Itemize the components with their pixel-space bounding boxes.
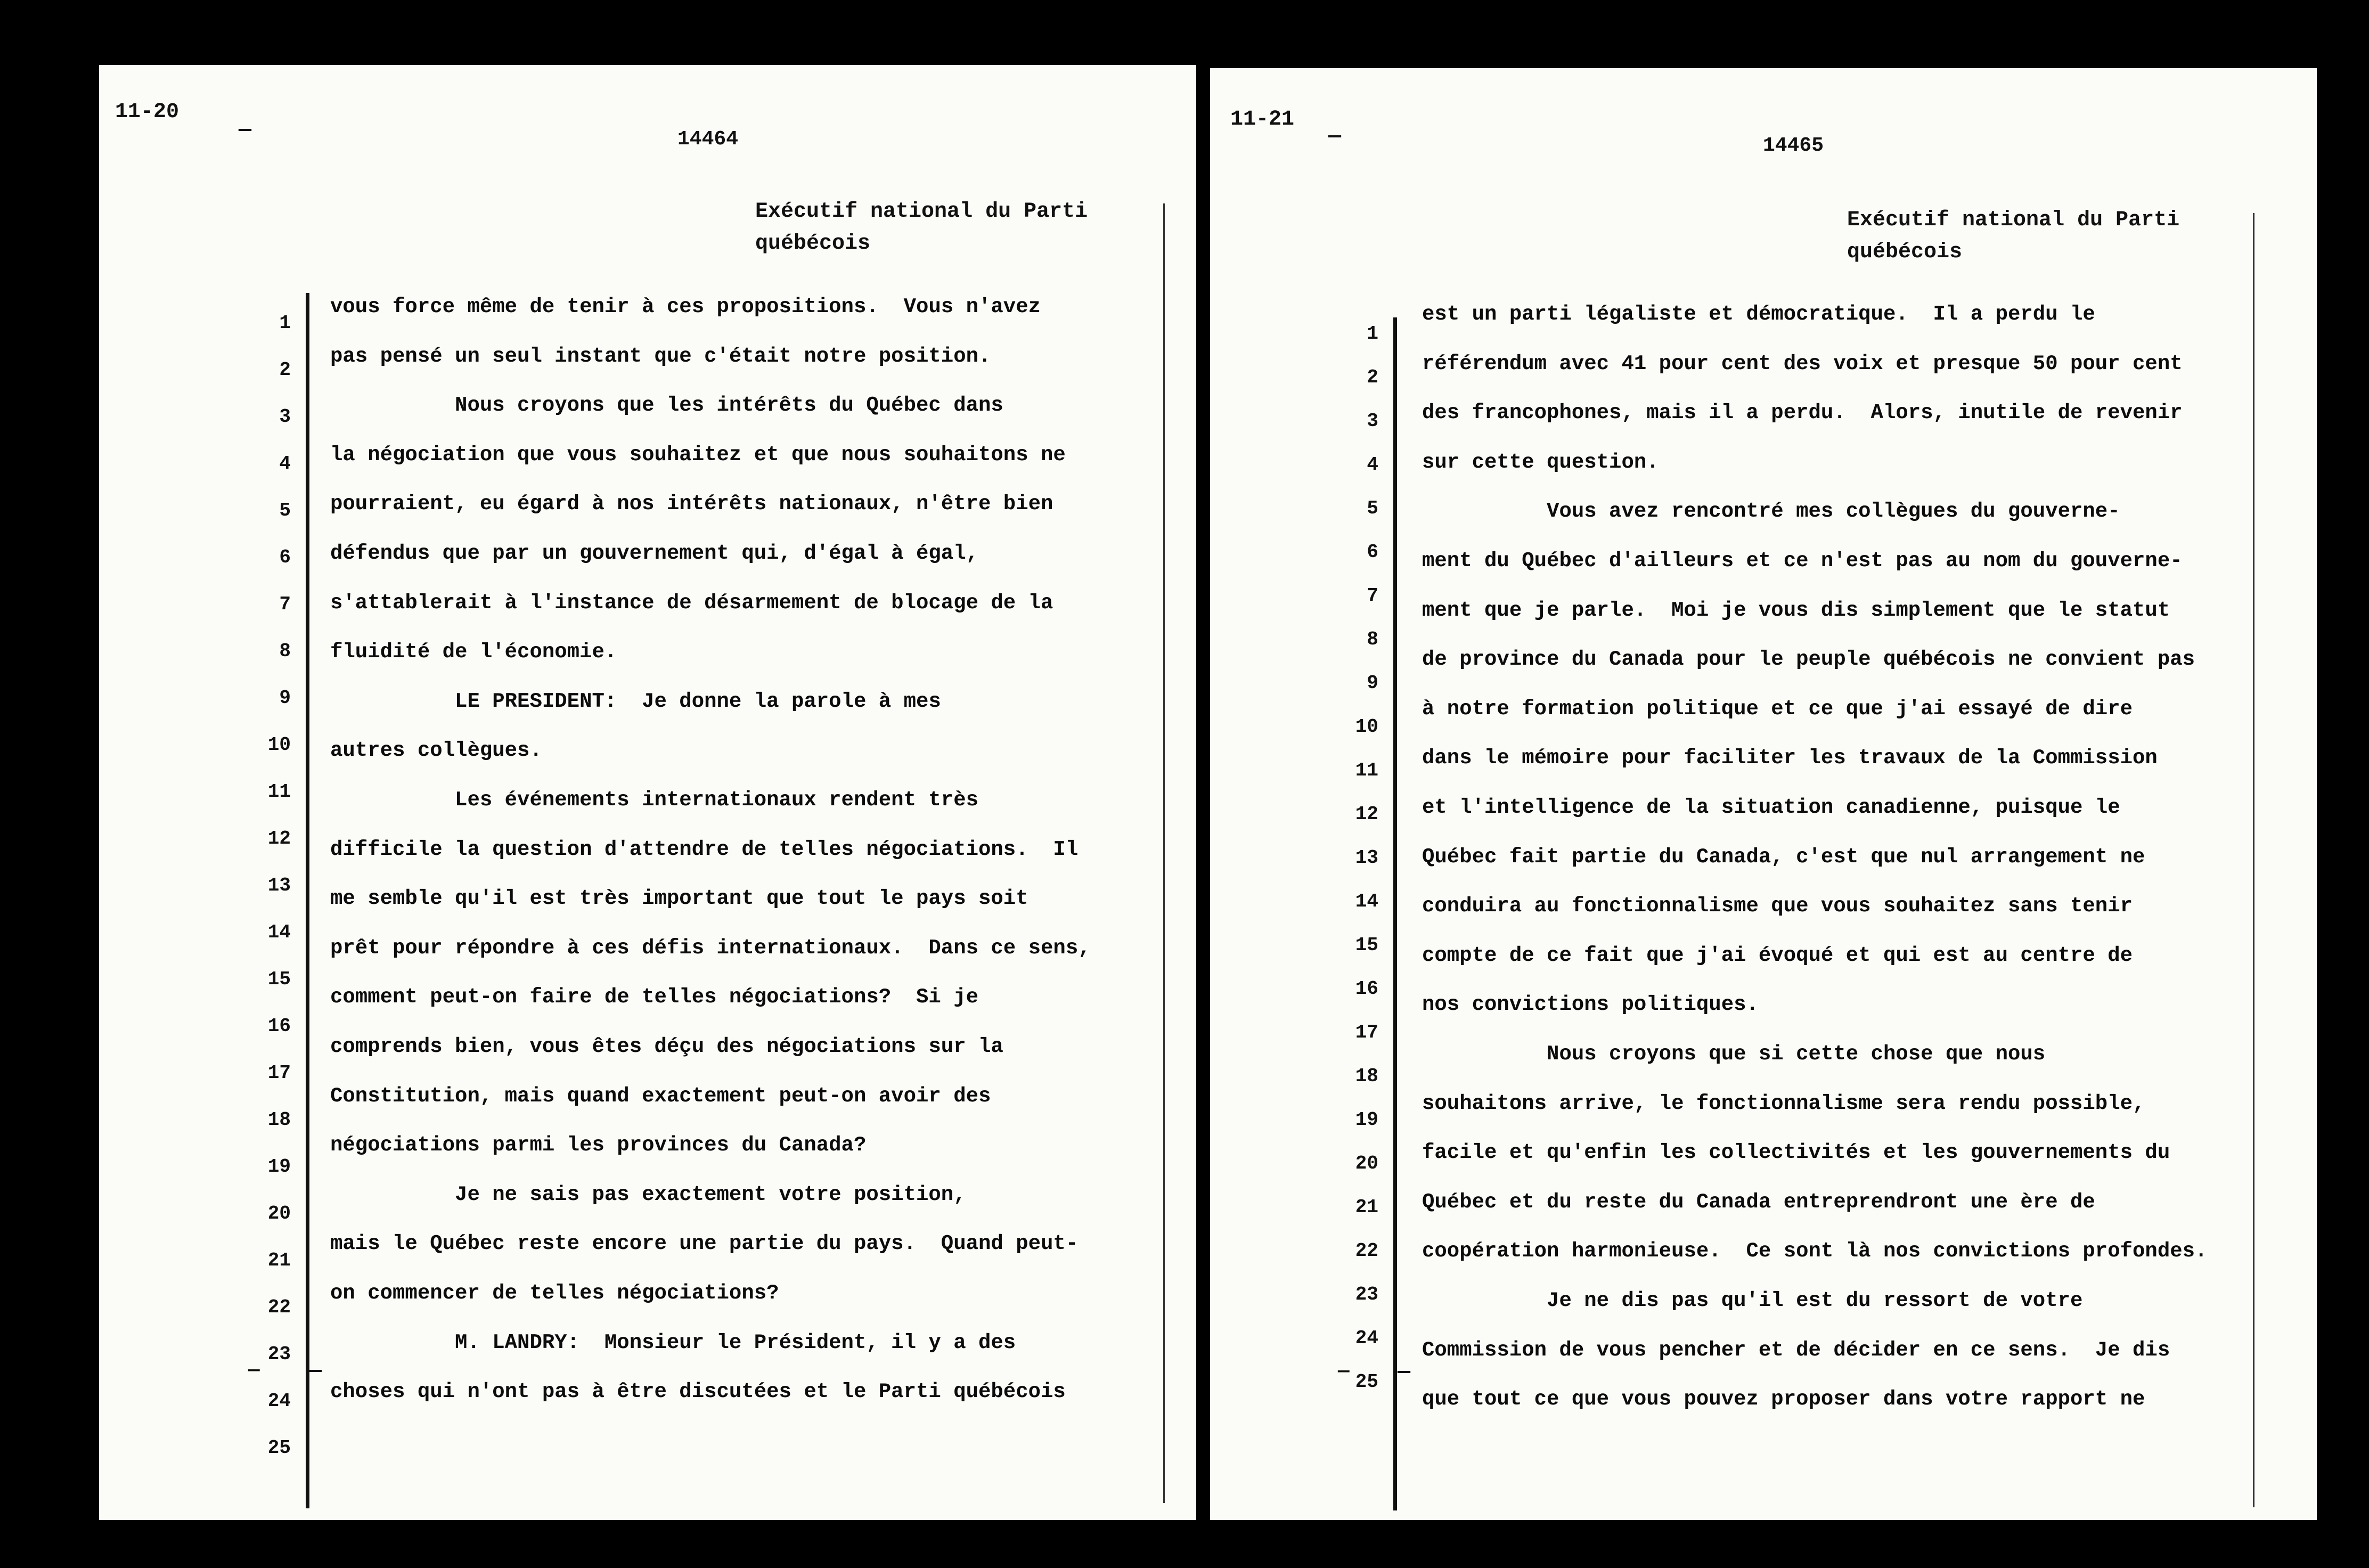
line-number: 7 <box>279 593 291 615</box>
line-number: 4 <box>1367 454 1378 476</box>
margin-dash: — <box>309 1359 322 1383</box>
line-number: 6 <box>1367 541 1378 563</box>
line-number: 24 <box>1355 1327 1378 1349</box>
margin-dash: — <box>248 1359 260 1381</box>
line-number: 10 <box>1355 716 1378 738</box>
line-number: 13 <box>267 875 291 896</box>
transcript-line: Québec fait partie du Canada, c'est que nul arrangement ne <box>1422 845 2145 869</box>
line-number: 19 <box>267 1156 291 1178</box>
line-number: 9 <box>1367 672 1378 694</box>
transcript-line: Je ne sais pas exactement votre position, <box>330 1182 966 1206</box>
transcript-line: des francophones, mais il a perdu. Alors, inutile de revenir <box>1422 401 2183 425</box>
line-number: 2 <box>279 359 291 381</box>
line-number: 17 <box>267 1062 291 1084</box>
transcript-line: s'attablerait à l'instance de désarmement de blocage de la <box>330 591 1053 615</box>
transcript-line: me semble qu'il est très important que tout le pays soit <box>330 887 1028 911</box>
transcript-line: dans le mémoire pour faciliter les travaux de la Commission <box>1422 746 2158 770</box>
transcript-line: à notre formation politique et ce que j'ai essayé de dire <box>1422 697 2133 721</box>
line-number: 3 <box>279 406 291 428</box>
line-number: 16 <box>1355 978 1378 1000</box>
transcript-line: de province du Canada pour le peuple québécois ne convient pas <box>1422 648 2195 672</box>
transcript-line: Les événements internationaux rendent très <box>330 788 978 812</box>
line-number: 18 <box>1355 1065 1378 1087</box>
line-number: 25 <box>1355 1371 1378 1393</box>
transcript-line: et l'intelligence de la situation canadienne, puisque le <box>1422 796 2120 819</box>
line-number: 19 <box>1355 1109 1378 1131</box>
line-number: 12 <box>267 828 291 850</box>
line-number: 11 <box>267 781 291 803</box>
left-margin-rule <box>306 293 309 1508</box>
margin-dash: — <box>1338 1360 1350 1382</box>
transcript-line: LE PRESIDENT: Je donne la parole à mes <box>330 689 941 713</box>
transcript-page-right <box>1210 68 2317 1520</box>
transcript-line: est un parti légaliste et démocratique. Il a perdu le <box>1422 303 2095 326</box>
line-number: 6 <box>279 546 291 568</box>
line-number: 23 <box>1355 1284 1378 1305</box>
transcript-line: la négociation que vous souhaitez et que nous souhaitons ne <box>330 443 1066 467</box>
transcript-line: Québec et du reste du Canada entreprendront une ère de <box>1422 1190 2095 1214</box>
transcript-line: autres collègues. <box>330 739 542 763</box>
page-number: 14464 <box>677 128 739 151</box>
line-number: 3 <box>1367 410 1378 432</box>
line-number: 9 <box>279 687 291 709</box>
line-number: 14 <box>267 921 291 943</box>
line-number: 24 <box>267 1390 291 1412</box>
line-number: 1 <box>279 312 291 334</box>
line-number: 23 <box>267 1343 291 1365</box>
line-number: 13 <box>1355 847 1378 869</box>
transcript-line: prêt pour répondre à ces défis internationaux. Dans ce sens, <box>330 936 1091 960</box>
line-number: 25 <box>267 1437 291 1459</box>
line-number: 5 <box>279 500 291 521</box>
right-margin-rule <box>2253 213 2254 1507</box>
line-number: 5 <box>1367 497 1378 519</box>
line-number: 8 <box>279 640 291 662</box>
line-number: 22 <box>267 1296 291 1318</box>
right-margin-rule <box>1163 203 1165 1503</box>
transcript-line: Nous croyons que si cette chose que nous <box>1422 1042 2046 1066</box>
speaker-header-line: québécois <box>1847 240 1963 264</box>
transcript-line: choses qui n'ont pas à être discutées et le Parti québécois <box>330 1380 1066 1404</box>
transcript-line: nos convictions politiques. <box>1422 993 1759 1017</box>
transcript-line: comprends bien, vous êtes déçu des négociations sur la <box>330 1035 1003 1058</box>
line-number: 14 <box>1355 891 1378 912</box>
transcript-line: que tout ce que vous pouvez proposer dans votre rapport ne <box>1422 1387 2145 1411</box>
line-number: 18 <box>267 1109 291 1131</box>
transcript-line: ment que je parle. Moi je vous dis simplement que le statut <box>1422 598 2170 622</box>
line-number: 15 <box>267 968 291 990</box>
transcript-page-left <box>99 65 1196 1520</box>
line-number: 21 <box>267 1250 291 1271</box>
transcript-line: négociations parmi les provinces du Canada? <box>330 1133 867 1157</box>
transcript-line: fluidité de l'économie. <box>330 640 617 664</box>
line-number: 2 <box>1367 366 1378 388</box>
transcript-line: Vous avez rencontré mes collègues du gouverne- <box>1422 500 2120 524</box>
transcript-line: Constitution, mais quand exactement peut-on avoir des <box>330 1084 991 1108</box>
transcript-line: pas pensé un seul instant que c'était notre position. <box>330 344 991 368</box>
line-number: 21 <box>1355 1196 1378 1218</box>
page-reference: 11-21 <box>1230 108 1295 132</box>
line-number: 7 <box>1367 585 1378 607</box>
speaker-header-line: Exécutif national du Parti <box>755 200 1088 224</box>
transcript-line: conduira au fonctionnalisme que vous souhaitez sans tenir <box>1422 894 2133 918</box>
line-number: 4 <box>279 453 291 475</box>
transcript-line: référendum avec 41 pour cent des voix et presque 50 pour cent <box>1422 352 2183 375</box>
line-number: 17 <box>1355 1022 1378 1043</box>
line-number: 10 <box>267 734 291 756</box>
transcript-line: Commission de vous pencher et de décider en ce sens. Je dis <box>1422 1338 2170 1362</box>
speaker-header <box>1847 205 2179 268</box>
line-number: 22 <box>1355 1240 1378 1262</box>
transcript-line: on commencer de telles négociations? <box>330 1281 779 1305</box>
line-number: 11 <box>1355 760 1378 781</box>
margin-dash: — <box>1398 1360 1411 1384</box>
transcript-line: difficile la question d'attendre de telles négociations. Il <box>330 837 1079 861</box>
transcript-line: M. LANDRY: Monsieur le Président, il y a des <box>330 1330 1016 1354</box>
transcript-line: comment peut-on faire de telles négociations? Si je <box>330 985 978 1009</box>
speaker-header-line: Exécutif national du Parti <box>1847 208 2180 232</box>
line-number: 15 <box>1355 934 1378 956</box>
transcript-line: facile et qu'enfin les collectivités et les gouvernements du <box>1422 1141 2170 1165</box>
line-number: 12 <box>1355 803 1378 825</box>
transcript-line: compte de ce fait que j'ai évoqué et qui est au centre de <box>1422 943 2133 967</box>
transcript-line: souhaitons arrive, le fonctionnalisme sera rendu possible, <box>1422 1091 2145 1115</box>
speaker-header <box>755 196 1088 260</box>
margin-dash: — <box>1328 125 1342 149</box>
page-reference: 11-20 <box>115 100 179 124</box>
line-number: 8 <box>1367 628 1378 650</box>
transcript-line: défendus que par un gouvernement qui, d'égal à égal, <box>330 542 978 565</box>
transcript-line: pourraient, eu égard à nos intérêts nationaux, n'être bien <box>330 492 1053 516</box>
transcript-line: Nous croyons que les intérêts du Québec dans <box>330 394 1003 418</box>
page-number: 14465 <box>1763 134 1824 157</box>
transcript-line: sur cette question. <box>1422 450 1659 474</box>
transcript-line: ment du Québec d'ailleurs et ce n'est pas au nom du gouverne- <box>1422 549 2183 573</box>
line-number: 16 <box>267 1015 291 1037</box>
transcript-line: coopération harmonieuse. Ce sont là nos convictions profondes. <box>1422 1239 2208 1263</box>
line-number: 20 <box>267 1203 291 1224</box>
left-margin-rule <box>1393 317 1397 1510</box>
line-number: 20 <box>1355 1153 1378 1174</box>
line-number: 1 <box>1367 323 1378 345</box>
transcript-line: mais le Québec reste encore une partie du pays. Quand peut- <box>330 1232 1079 1256</box>
margin-dash: — <box>239 118 252 142</box>
transcript-line: Je ne dis pas qu'il est du ressort de votre <box>1422 1289 2083 1312</box>
speaker-header-line: québécois <box>755 232 871 256</box>
transcript-line: vous force même de tenir à ces propositions. Vous n'avez <box>330 295 1041 318</box>
